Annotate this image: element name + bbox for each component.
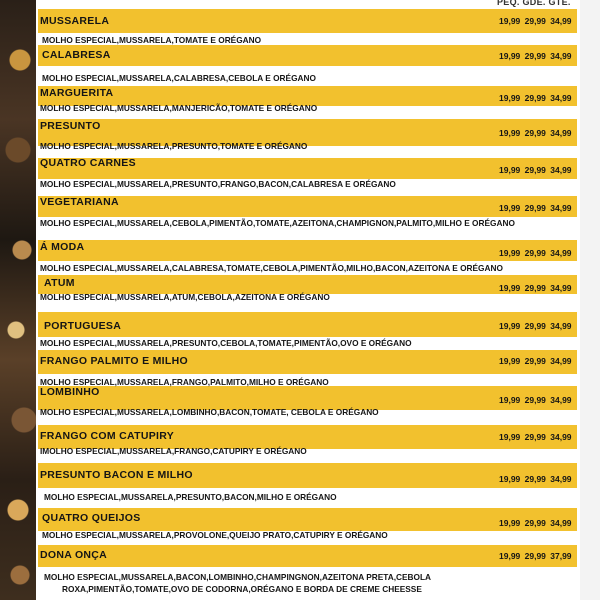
item-description: MOLHO ESPECIAL,MUSSARELA,FRANGO,PALMITO,MILHO E ORÉGANO: [40, 377, 329, 387]
item-description-continued: ROXA,PIMENTÃO,TOMATE,OVO DE CODORNA,ORÉGANO E BORDA DE CREME CHEESSE: [62, 584, 422, 594]
item-name-mussarela: MUSSARELA: [40, 15, 110, 27]
item-description: MOLHO ESPECIAL,MUSSARELA,CEBOLA,PIMENTÃO,TOMATE,AZEITONA,CHAMPIGNON,PALMITO,MILHO E ORÉGANO: [40, 218, 515, 228]
item-prices: 19,99 29,99 34,99: [499, 474, 572, 484]
item-name-frango-com-catupiry: FRANGO COM CATUPIRY: [40, 430, 175, 442]
item-prices: 19,99 29,99 34,99: [499, 51, 572, 61]
item-prices: 19,99 29,99 34,99: [499, 518, 572, 528]
item-description: MOLHO ESPECIAL,MUSSARELA,CALABRESA,CEBOLA E ORÉGANO: [42, 73, 316, 83]
item-prices: 19,99 29,99 34,99: [499, 165, 572, 175]
item-name-presunto-bacon-e-milho: PRESUNTO BACON E MILHO: [40, 469, 193, 481]
item-name-quatro-queijos: QUATRO QUEIJOS: [42, 512, 141, 524]
item-name-frango-palmito-e-milho: FRANGO PALMITO E MILHO: [40, 355, 188, 367]
pizza-photo-strip: [0, 0, 36, 600]
item-description: MOLHO ESPECIAL,MUSSARELA,MANJERICÃO,TOMATE E ORÉGANO: [40, 103, 318, 113]
item-prices: 19,99 29,99 34,99: [499, 248, 572, 258]
item-band: [38, 545, 577, 567]
item-name-marguerita: MARGUERITA: [40, 87, 114, 99]
item-description: MOLHO ESPECIAL,MUSSARELA,CALABRESA,TOMATE,CEBOLA,PIMENTÃO,MILHO,BACON,AZEITONA E ORÉGANO: [40, 263, 503, 273]
item-description: MOLHO ESPECIAL,MUSSARELA,PROVOLONE,QUEIJO PRATO,CATUPIRY E ORÉGANO: [42, 530, 388, 540]
item-description: IMOLHO ESPECIAL,MUSSARELA,FRANGO,CATUPIRY E ORÉGANO: [40, 446, 307, 456]
item-prices: 19,99 29,99 37,99: [499, 551, 572, 561]
item-prices: 19,99 29,99 34,99: [499, 432, 572, 442]
item-description: MOLHO ESPECIAL,MUSSARELA,PRESUNTO,CEBOLA,TOMATE,PIMENTÃO,OVO E ORÉGANO: [40, 338, 412, 348]
item-description: MOLHO ESPECIAL,MUSSARELA,ATUM,CEBOLA,AZEITONA E ORÉGANO: [40, 292, 330, 302]
item-band: [38, 9, 577, 33]
item-prices: 19,99 29,99 34,99: [499, 203, 572, 213]
item-name-dona-onca: DONA ONÇA: [40, 549, 108, 561]
item-description: MOLHO ESPECIAL,MUSSARELA,LOMBINHO,BACON,TOMATE, CEBOLA E ORÉGANO: [40, 407, 379, 417]
item-name-calabresa: CALABRESA: [42, 49, 111, 61]
item-prices: 19,99 29,99 34,99: [499, 93, 572, 103]
item-name-lombinho: LOMBINHO: [40, 386, 100, 398]
item-prices: 19,99 29,99 34,99: [499, 128, 572, 138]
item-prices: 19,99 29,99 34,99: [499, 321, 572, 331]
item-prices: 19,99 29,99 34,99: [499, 16, 572, 26]
size-columns-header: PEQ. GDE. GTE.: [497, 0, 571, 7]
item-name-a-moda: Á MODA: [40, 241, 85, 253]
item-name-vegetariana: VEGETARIANA: [40, 196, 119, 208]
right-margin: [580, 0, 600, 600]
item-description: MOLHO ESPECIAL,MUSSARELA,PRESUNTO,TOMATE E ORÉGANO: [40, 141, 308, 151]
item-prices: 19,99 29,99 34,99: [499, 356, 572, 366]
item-name-atum: ATUM: [44, 277, 75, 289]
item-name-quatro-carnes: QUATRO CARNES: [40, 157, 136, 169]
item-band: [38, 240, 577, 261]
item-description: MOLHO ESPECIAL,MUSSARELA,TOMATE E ORÉGANO: [42, 35, 262, 45]
item-name-presunto: PRESUNTO: [40, 120, 101, 132]
item-description: MOLHO ESPECIAL,MUSSARELA,BACON,LOMBINHO,CHAMPINGNON,AZEITONA PRETA,CEBOLA: [44, 572, 432, 582]
item-description: MOLHO ESPECIAL,MUSSARELA,PRESUNTO,BACON,MILHO E ORÉGANO: [44, 492, 337, 502]
item-band: [38, 45, 577, 66]
item-prices: 19,99 29,99 34,99: [499, 283, 572, 293]
item-name-portuguesa: PORTUGUESA: [44, 320, 122, 332]
item-prices: 19,99 29,99 34,99: [499, 395, 572, 405]
item-description: MOLHO ESPECIAL,MUSSARELA,PRESUNTO,FRANGO,BACON,CALABRESA E ORÉGANO: [40, 179, 396, 189]
